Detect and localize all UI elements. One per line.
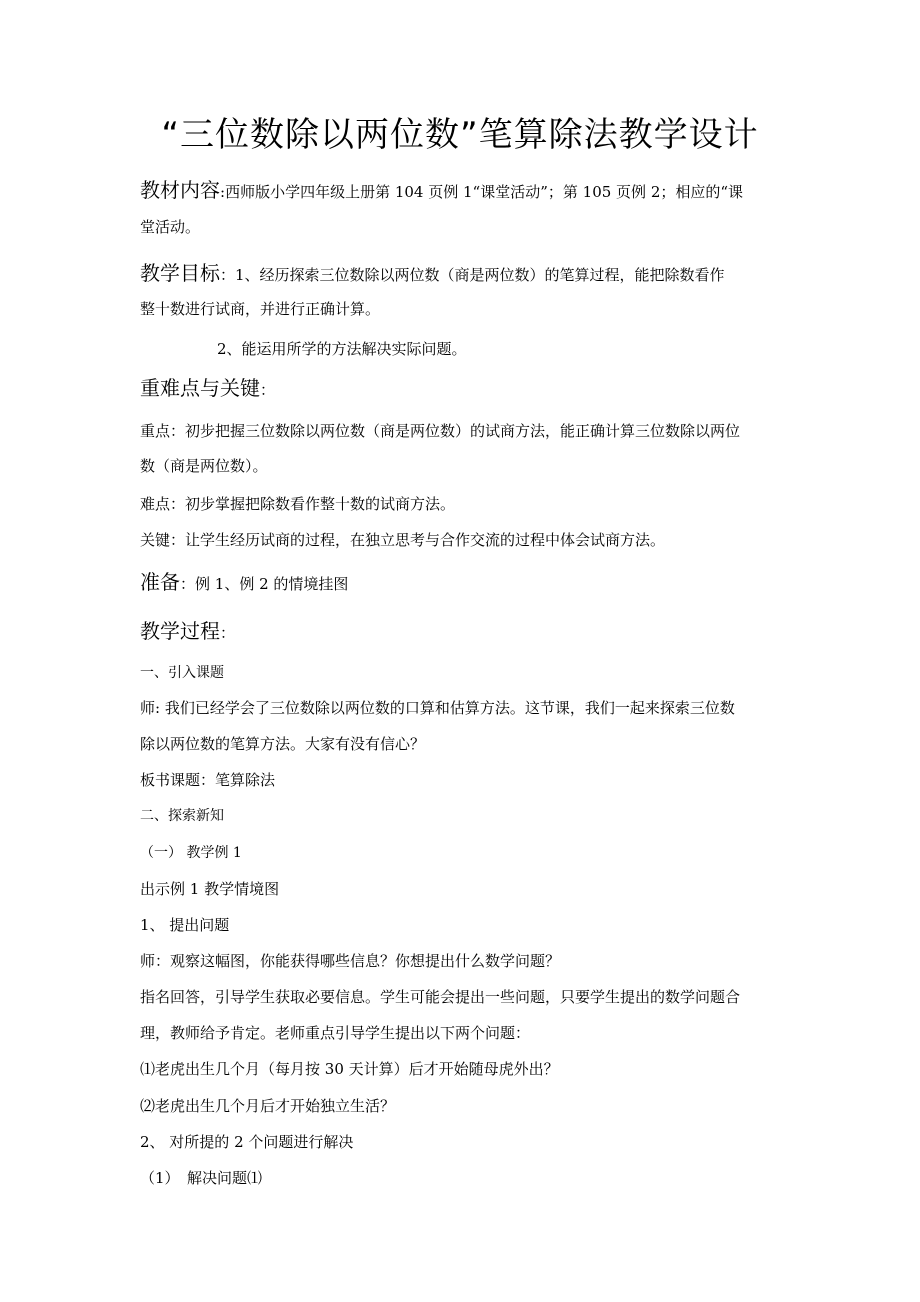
board-topic: 板书课题：笔算除法 xyxy=(140,771,276,789)
goals-text-1: 1、经历探索三位数除以两位数（商是两位数）的笔算过程，能把除数看作 xyxy=(235,266,725,284)
keypoints-heading: 重难点与关键 xyxy=(140,376,260,400)
problem-2: ⑵老虎出生几个月后才开始独立生活？ xyxy=(140,1097,396,1115)
prep-line xyxy=(140,572,785,594)
content-line-1 xyxy=(140,180,785,202)
content-heading: 教材内容 xyxy=(140,178,220,202)
goals-line-1 xyxy=(140,263,785,285)
key-line: 关键：让学生经历试商的过程，在独立思考与合作交流的过程中体会试商方法。 xyxy=(140,531,666,549)
prep-sep: ： xyxy=(180,575,196,593)
content-line-2: 堂活动。 xyxy=(140,218,201,236)
content-sep: : xyxy=(220,183,226,201)
goals-line-2: 整十数进行试商，并进行正确计算。 xyxy=(140,300,381,318)
difficulty-line: 难点：初步掌握把除数看作整十数的试商方法。 xyxy=(140,495,456,513)
content-text-1: 西师版小学四年级上册第 104 页例 1“课堂活动”；第 105 页例 2；相应的“课 xyxy=(225,183,744,201)
process-sep: ： xyxy=(220,624,236,642)
section-1-heading: 一、引入课题 xyxy=(140,665,224,681)
step-2-heading: 2、 对所提的 2 个问题进行解决 xyxy=(140,1133,354,1151)
goals-sep: ： xyxy=(220,266,236,284)
prep-heading: 准备 xyxy=(140,570,180,594)
page-title: “三位数除以两位数”笔算除法教学设计 xyxy=(161,115,759,155)
section-2-heading: 二、探索新知 xyxy=(140,808,224,824)
subsection-1-heading: （一） 教学例 1 xyxy=(140,845,242,861)
answer-line-1: 指名回答，引导学生获取必要信息。学生可能会提出一些问题，只要学生提出的数学问题合 xyxy=(140,988,741,1006)
goals-heading: 教学目标 xyxy=(140,261,220,285)
keypoints-heading-line xyxy=(140,378,785,400)
intro-line-2: 除以两位数的笔算方法。大家有没有信心？ xyxy=(140,735,426,753)
problem-1: ⑴老虎出生几个月（每月按 30 天计算）后才开始随母虎外出？ xyxy=(140,1060,559,1078)
teacher-question: 师：观察这幅图，你能获得哪些信息？你想提出什么数学问题？ xyxy=(140,952,561,970)
answer-line-2: 理，教师给予肯定。老师重点引导学生提出以下两个问题： xyxy=(140,1024,531,1042)
goals-line-3: 2、能运用所学的方法解决实际问题。 xyxy=(217,340,467,358)
prep-text: 例 1、例 2 的情境挂图 xyxy=(195,575,349,593)
step-1-heading: 1、 提出问题 xyxy=(140,916,230,934)
focus-line-2: 数（商是两位数）。 xyxy=(140,457,268,475)
process-heading: 教学过程 xyxy=(140,619,220,643)
show-example-line: 出示例 1 教学情境图 xyxy=(140,880,280,898)
keypoints-sep: ： xyxy=(260,381,276,399)
solve-problem-1: （1） 解决问题⑴ xyxy=(140,1169,263,1187)
process-heading-line xyxy=(140,621,785,643)
intro-line-1: 师: 我们已经学会了三位数除以两位数的口算和估算方法。这节课，我们一起来探索三位数 xyxy=(140,699,735,717)
focus-line-1: 重点：初步把握三位数除以两位数（商是两位数）的试商方法，能正确计算三位数除以两位 xyxy=(140,422,741,440)
